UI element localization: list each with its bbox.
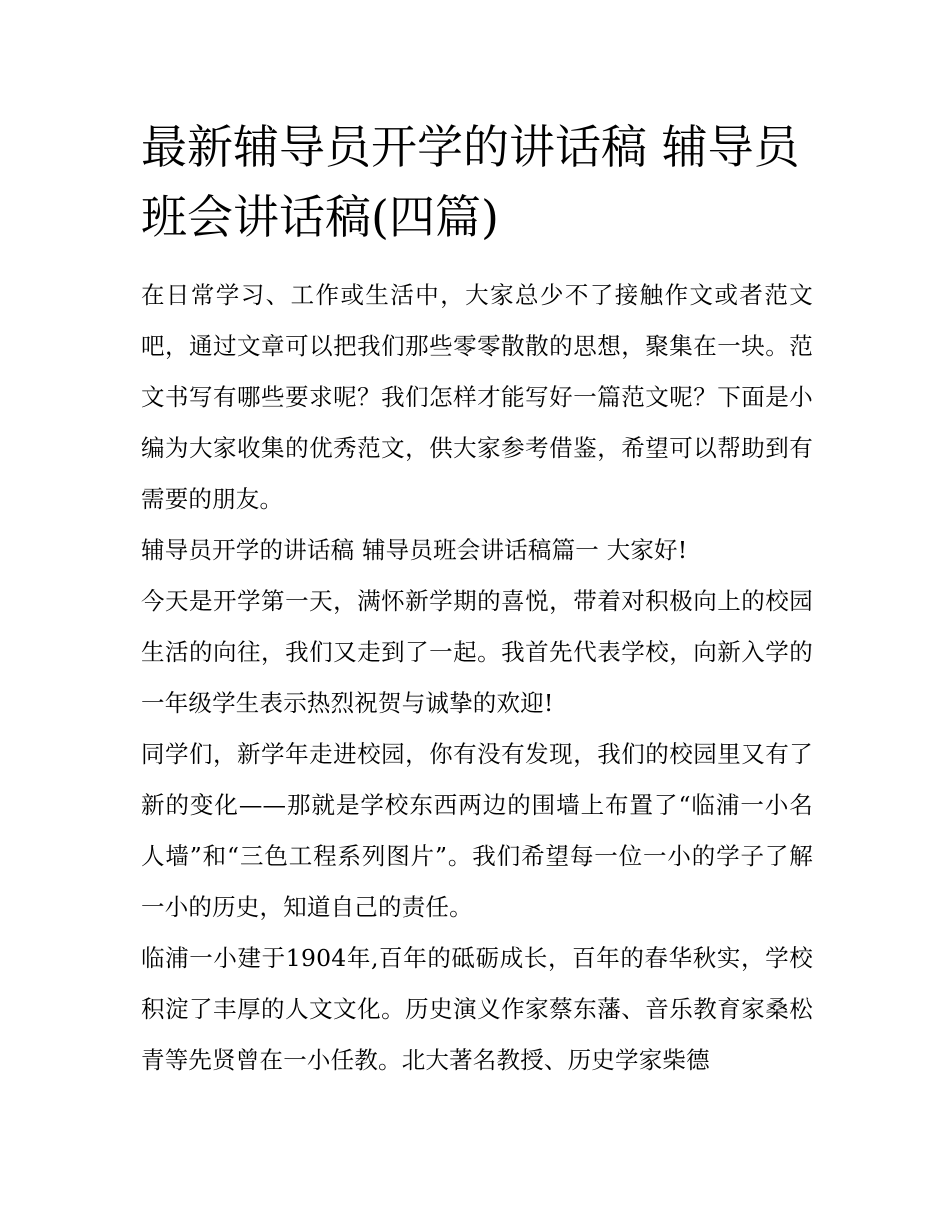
body-paragraph: 临浦一小建于1904年,百年的砥砺成长，百年的春华秋实，学校积淀了丰厚的人文文化。历史演义作家蔡东藩、音乐教育家桑松青等先贤曾在一小任教。北大著名教授、历史学家柴德 xyxy=(141,944,813,1074)
document-title: 最新辅导员开学的讲话稿 辅导员班会讲话稿(四篇) xyxy=(141,120,800,244)
body-paragraph: 同学们，新学年走进校园，你有没有发现，我们的校园里又有了新的变化——那就是学校东西两边的围墙上布置了“临浦一小名人墙”和“三色工程系列图片”。我们希望每一位一小的学子了解一小的历史，知道自己的责任。 xyxy=(141,740,813,921)
section-heading-paragraph: 辅导员开学的讲话稿 辅导员班会讲话稿篇一 大家好! xyxy=(141,536,688,564)
document-body xyxy=(141,112,813,1086)
intro-paragraph: 在日常学习、工作或生活中，大家总少不了接触作文或者范文吧，通过文章可以把我们那些零零散散的思想，聚集在一块。范文书写有哪些要求呢？我们怎样才能写好一篇范文呢？下面是小编为大家收集的优秀范文，供大家参考借鉴，希望可以帮助到有需要的朋友。 xyxy=(141,281,813,513)
body-paragraph: 今天是开学第一天，满怀新学期的喜悦，带着对积极向上的校园生活的向往，我们又走到了一起。我首先代表学校，向新入学的一年级学生表示热烈祝贺与诚挚的欢迎! xyxy=(141,587,813,717)
